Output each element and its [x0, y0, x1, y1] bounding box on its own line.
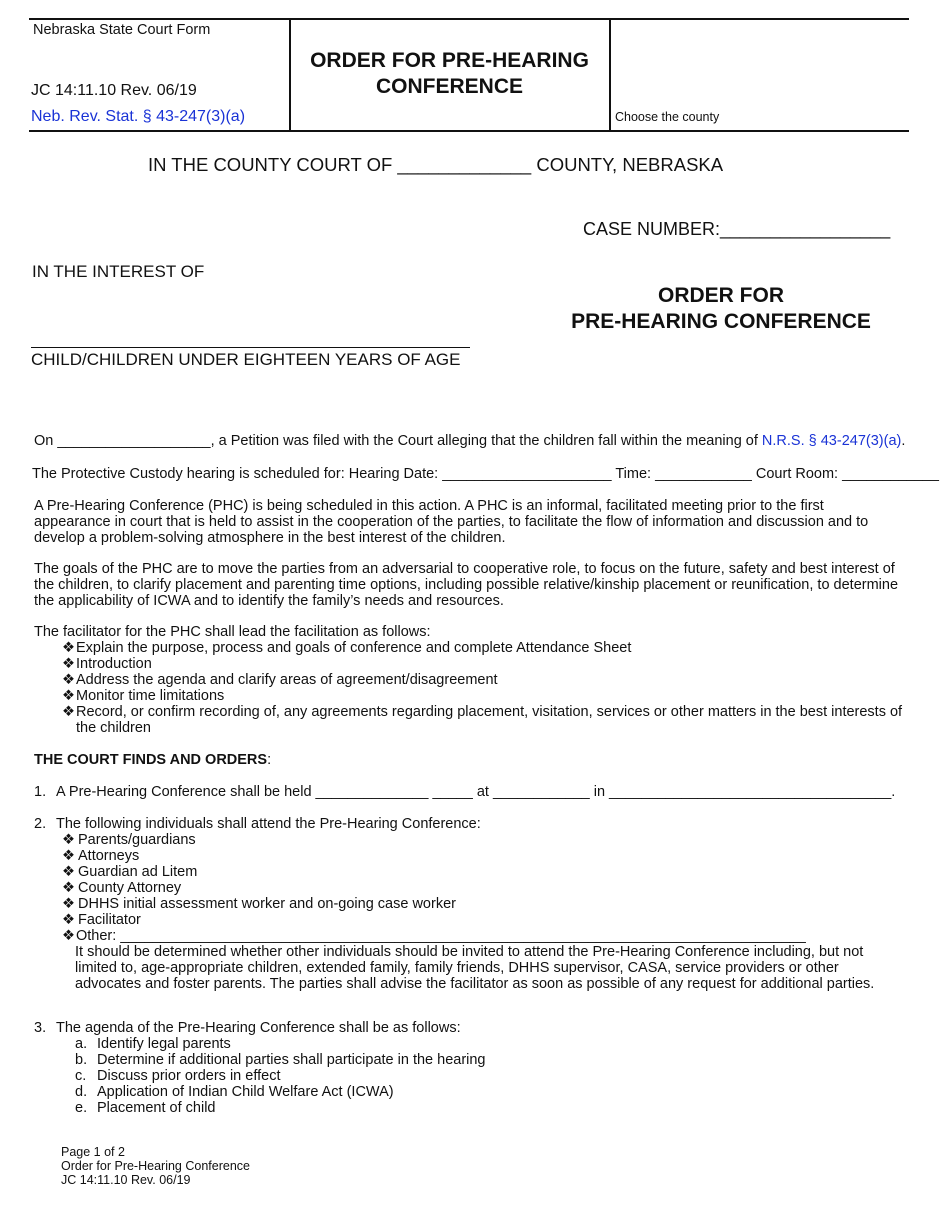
attendee-list [62, 832, 806, 944]
agenda-list [75, 1036, 486, 1116]
petition-statute-link[interactable]: N.R.S. § 43-247(3)(a) [761, 433, 902, 449]
other-attendee-field[interactable]: ❖ Other: _____________________________________________________________________________________ [62, 928, 806, 944]
diamond-bullet-icon: ❖ [62, 672, 75, 688]
phc-intro-paragraph: A Pre-Hearing Conference (PHC) is being scheduled in this action. A PHC is an informal, facilitated meeting prior to the first appearance in court that is held to assist in the cooperation of the parties, to facilitate the flow of information and discussion and to develop a problem-solving atmosphere in the best interest of the children. [34, 498, 869, 546]
list-item: ❖ Explain the purpose, process and goals of conference and complete Attendance Sheet [62, 640, 632, 656]
facilitator-list [62, 640, 902, 736]
item1-text[interactable]: A Pre-Hearing Conference shall be held ______________ _____ at ____________ in ___________________________________. [56, 784, 896, 800]
order-title [555, 283, 887, 335]
footer-title: Order for Pre-Hearing Conference [61, 1159, 250, 1173]
diamond-bullet-icon: ❖ [62, 928, 75, 944]
list-item: a. Identify legal parents [75, 1036, 231, 1052]
diamond-bullet-icon: ❖ [62, 912, 75, 928]
list-item-continued: the children [76, 720, 151, 736]
list-item: ❖ County Attorney [62, 880, 182, 896]
interest-of: IN THE INTEREST OF [32, 262, 205, 281]
form-number: JC 14:11.10 Rev. 06/19 [31, 82, 197, 99]
list-item: ❖ Record, or confirm recording of, any agreements regarding placement, visitation, services or other matters in the best interests of [62, 704, 903, 720]
item2-number: 2. [34, 816, 47, 832]
footer-form-number: JC 14:11.10 Rev. 06/19 [61, 1173, 191, 1187]
header-bottom-rule [29, 130, 909, 132]
header-title-line1: ORDER FOR PRE-HEARING [310, 49, 589, 72]
custody-hearing-line[interactable]: The Protective Custody hearing is scheduled for: Hearing Date: _____________________ Time: ____________ Court Room: ____________ [32, 466, 939, 482]
diamond-bullet-icon: ❖ [62, 656, 75, 672]
findings-heading: THE COURT FINDS AND ORDERS: [34, 752, 272, 768]
county-select[interactable]: Choose the county [615, 110, 720, 124]
petition-text: _____, a Petition was filed with the Court alleging that the children fall within the meaning of [170, 433, 762, 449]
court-line: IN THE COUNTY COURT OF _____________ COUNTY, NEBRASKA [148, 154, 724, 175]
facilitator-intro: The facilitator for the PHC shall lead the facilitation as follows: [34, 624, 431, 640]
order-title-line2: PRE-HEARING CONFERENCE [571, 310, 871, 333]
diamond-bullet-icon: ❖ [62, 864, 75, 880]
list-item: e. Placement of child [75, 1100, 216, 1116]
list-item: b. Determine if additional parties shall participate in the hearing [75, 1052, 486, 1068]
order-title-line1: ORDER FOR [658, 284, 784, 307]
list-item: ❖ Guardian ad Litem [62, 864, 198, 880]
list-item: ❖ Introduction [62, 656, 152, 672]
petition-line [34, 433, 905, 449]
case-number[interactable]: CASE NUMBER:_________________ [583, 219, 891, 239]
list-item: d. Application of Indian Child Welfare Act (ICWA) [75, 1084, 394, 1100]
header-top-rule [29, 18, 909, 20]
footer [61, 1145, 250, 1187]
list-item: ❖ Address the agenda and clarify areas of agreement/disagreement [62, 672, 498, 688]
list-item: ❖ Attorneys [62, 848, 140, 864]
list-item: ❖ Parents/guardians [62, 832, 196, 848]
diamond-bullet-icon: ❖ [62, 896, 75, 912]
list-item: ❖ Facilitator [62, 912, 141, 928]
form-source: Nebraska State Court Form [33, 22, 211, 38]
header-divider-right [609, 18, 611, 131]
diamond-bullet-icon: ❖ [62, 688, 75, 704]
item3-number: 3. [34, 1020, 47, 1036]
diamond-bullet-icon: ❖ [62, 848, 75, 864]
item2-text: The following individuals shall attend the Pre-Hearing Conference: [56, 816, 481, 832]
petition-date-blank[interactable]: On ______________ [34, 433, 171, 449]
child-name-line[interactable] [31, 347, 470, 348]
header-title-line2: CONFERENCE [375, 75, 523, 98]
item3-text: The agenda of the Pre-Hearing Conference shall be as follows: [56, 1020, 461, 1036]
diamond-bullet-icon: ❖ [62, 704, 75, 720]
diamond-bullet-icon: ❖ [62, 880, 75, 896]
diamond-bullet-icon: ❖ [62, 640, 75, 656]
diamond-bullet-icon: ❖ [62, 832, 75, 848]
footer-page: Page 1 of 2 [61, 1145, 125, 1159]
petition-end: . [901, 433, 906, 449]
item2-note: It should be determined whether other individuals should be invited to attend the Pre-Hearing Conference including, but not limited to, age-appropriate children, extended family, family friends, DHHS supervisor, CASA, service providers or other advocates and foster parents. The parties shall advise the facilitator as soon as possible of any request for additional parties. [75, 944, 875, 992]
list-item: c. Discuss prior orders in effect [75, 1068, 281, 1084]
phc-goals-paragraph: The goals of the PHC are to move the parties from an adversarial to cooperative role, to focus on the future, safety and best interest of the children, to clarify placement and parenting time options, including possible relative/kinship placement or reunification, to determine the applicability of ICWA and to identify the family’s needs and resources. [34, 561, 899, 609]
statute-link[interactable]: Neb. Rev. Stat. § 43-247(3)(a) [31, 108, 246, 125]
child-line: CHILD/CHILDREN UNDER EIGHTEEN YEARS OF AGE [31, 350, 461, 369]
header-title [290, 48, 609, 100]
list-item: ❖ DHHS initial assessment worker and on-going case worker [62, 896, 456, 912]
list-item: ❖ Monitor time limitations [62, 688, 225, 704]
item1-number: 1. [34, 784, 47, 800]
